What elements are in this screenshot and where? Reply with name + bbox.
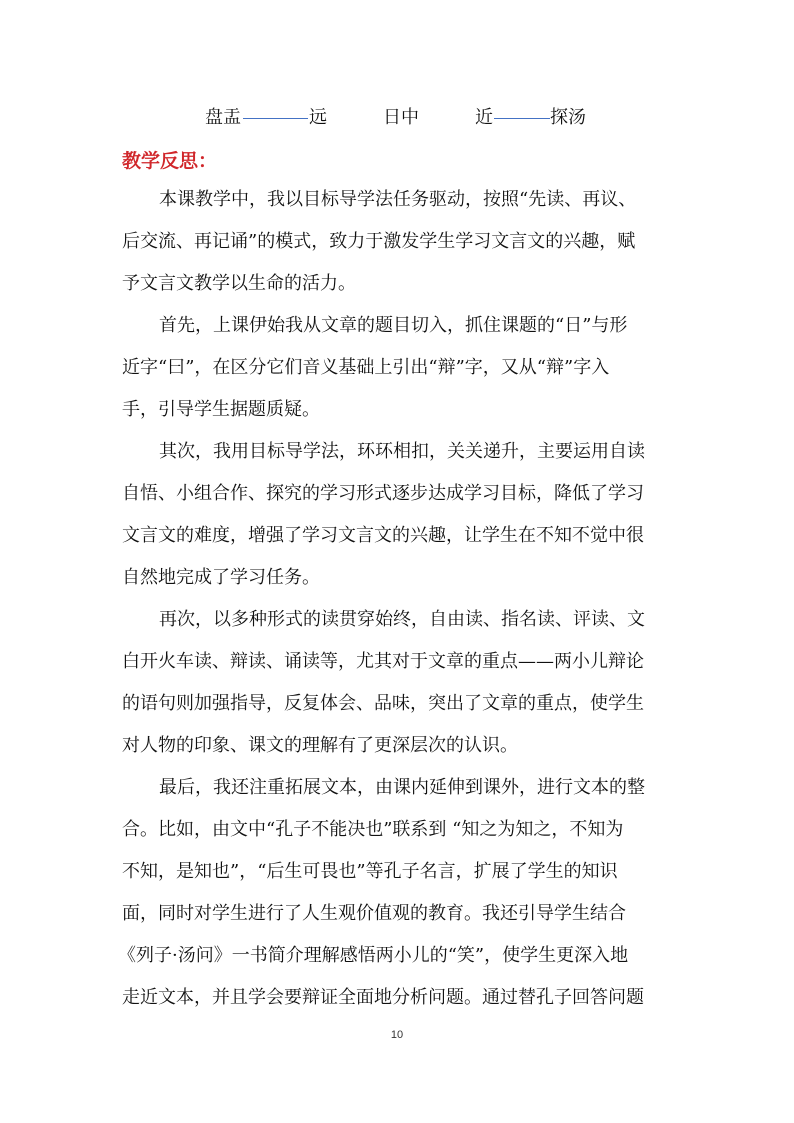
diagram-term-tang: 探汤 — [550, 107, 586, 128]
paragraph-line: 自然地完成了学习任务。 — [122, 567, 320, 588]
sun-distance-diagram — [0, 103, 794, 133]
page-number: 10 — [390, 1029, 404, 1041]
paragraph-line: 的语句则加强指导，反复体会、品味，突出了文章的重点，使学生 — [122, 693, 644, 714]
diagram-term-pangu: 盘盂 — [205, 107, 241, 128]
paragraph-line: 其次，我用目标导学法，环环相扣，关关递升，主要运用自读 — [159, 441, 645, 462]
paragraph-line: 《列子·汤问》一书简介理解感悟两小儿的“笑”，使学生更深入地 — [118, 945, 629, 966]
paragraph-line: 不知，是知也”，“后生可畏也”等孔子名言，扩展了学生的知识 — [122, 861, 618, 882]
paragraph-line: 近字“曰”，在区分它们音义基础上引出“辩”字，又从“辩”字入 — [122, 357, 610, 378]
paragraph-line: 再次，以多种形式的读贯穿始终，自由读、指名读、评读、文 — [159, 609, 645, 630]
paragraph-line: 合。比如，由文中“孔子不能决也”联系到 “知之为知之，不知为 — [122, 819, 624, 840]
diagram-term-near: 近 — [475, 107, 493, 128]
paragraph-line: 首先，上课伊始我从文章的题目切入，抓住课题的“日”与形 — [159, 315, 628, 336]
paragraph-line: 对人物的印象、课文的理解有了更深层次的认识。 — [122, 735, 518, 756]
paragraph-line: 文言文的难度，增强了学习文言文的兴趣，让学生在不知不觉中很 — [122, 525, 644, 546]
diagram-term-far: 远 — [309, 107, 327, 128]
diagram-term-midday: 日中 — [383, 107, 419, 128]
reflection-heading: 教学反思： — [122, 150, 218, 172]
paragraph-line: 最后，我还注重拓展文本，由课内延伸到课外，进行文本的整 — [159, 777, 645, 798]
paragraph-line: 手，引导学生据题质疑。 — [122, 399, 320, 420]
diagram-connector-line — [243, 118, 308, 119]
paragraph-line: 走近文本，并且学会要辩证全面地分析问题。通过替孔子回答问题 — [122, 987, 644, 1008]
paragraph-line: 白开火车读、辩读、诵读等，尤其对于文章的重点——两小儿辩论 — [122, 651, 644, 672]
paragraph-line: 后交流、再记诵”的模式，致力于激发学生学习文言文的兴趣，赋 — [122, 231, 636, 252]
diagram-connector-line — [494, 118, 550, 119]
paragraph-line: 予文言文教学以生命的活力。 — [122, 273, 356, 294]
paragraph-line: 面，同时对学生进行了人生观价值观的教育。我还引导学生结合 — [122, 903, 626, 924]
paragraph-line: 自悟、小组合作、探究的学习形式逐步达成学习目标，降低了学习 — [122, 483, 644, 504]
paragraph-line: 本课教学中，我以目标导学法任务驱动，按照“先读、再议、 — [159, 189, 637, 210]
